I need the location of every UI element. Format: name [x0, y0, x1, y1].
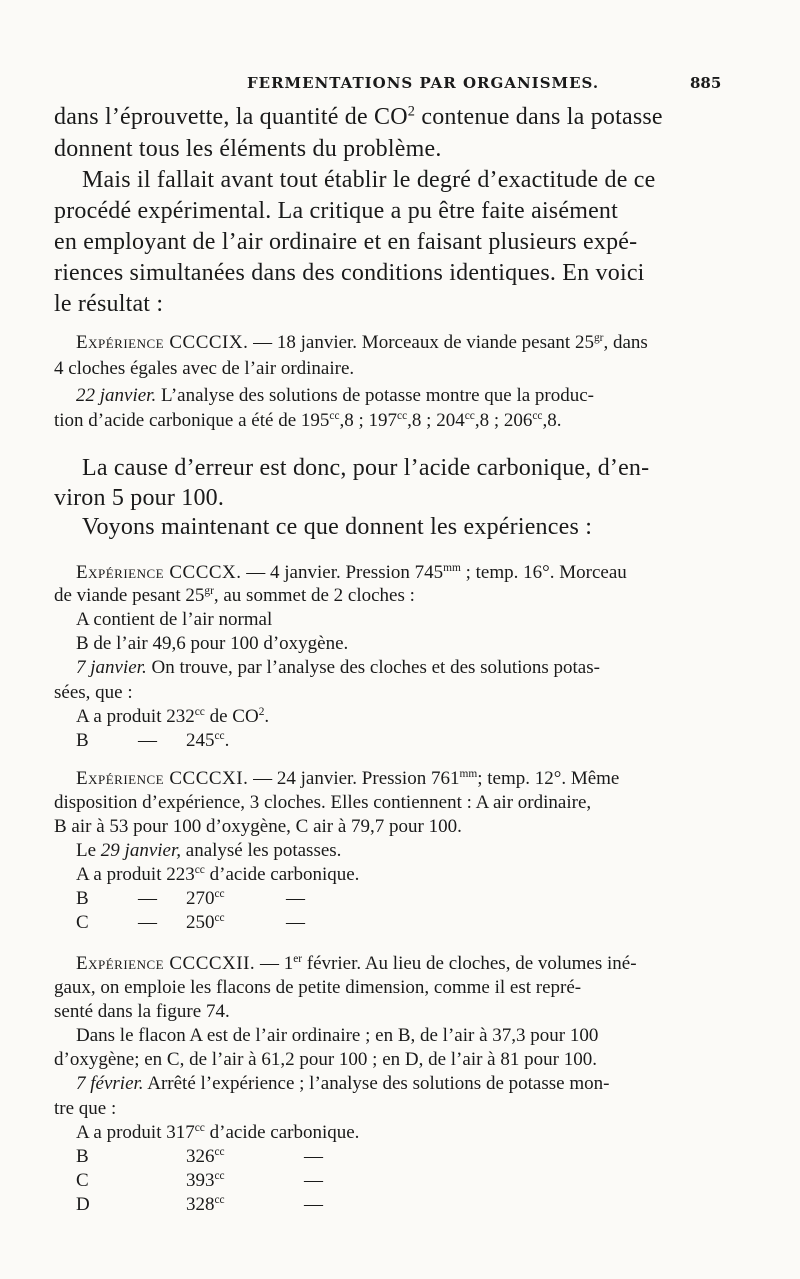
text-line: B air à 53 pour 100 d’oxygène, C air à 79,7 pour 100. [54, 816, 462, 837]
text-line: sées, que : [54, 682, 133, 703]
experiment-heading: Expérience CCCCXII. — 1er février. Au lieu de cloches, de volumes iné- [76, 953, 637, 974]
text-line: tre que : [54, 1098, 117, 1119]
running-title: FERMENTATIONS PAR ORGANISMES. [247, 74, 600, 92]
text-line: C — $250^{cc}$ — [76, 912, 305, 933]
text-line: Mais il fallait avant tout établir le degré d’exactitude de ce [82, 167, 656, 193]
text-line: C $393^{cc}$ — [76, 1170, 323, 1191]
text-line: 4 cloches égales avec de l’air ordinaire. [54, 358, 355, 379]
text-line: d’oxygène; en C, de l’air à 61,2 pour 100 ; en D, de l’air à 81 pour 100. [54, 1049, 597, 1070]
experiment-heading: Expérience CCCCXI. — 24 janvier. Pression $761^{mm}$; temp. 12°. Même [76, 768, 620, 789]
text-line: Le 29 janvier, analysé les potasses. [76, 840, 342, 861]
text-line: tion d’acide carbonique a été de $195^{cc},8$ ; $197^{cc},8$ ; $204^{cc},8$ ; $206^{cc},8$. [54, 410, 562, 431]
text-line: de viande pesant $25^{gr}$, au sommet de 2 cloches : [54, 585, 415, 606]
text-line: gaux, on emploie les flacons de petite dimension, comme il est repré- [54, 977, 582, 998]
experiment-heading: Expérience CCCCX. — 4 janvier. Pression $745^{mm}$ ; temp. 16°. Morceau [76, 562, 627, 583]
text-line: viron 5 pour 100. [54, 485, 225, 511]
text-line: 22 janvier. L’analyse des solutions de potasse montre que la produc- [76, 385, 594, 406]
text-line: Voyons maintenant ce que donnent les expériences : [82, 514, 593, 540]
text-line: B $326^{cc}$ — [76, 1146, 323, 1167]
text-line: A a produit $232^{cc}$ de $CO^2$. [76, 706, 270, 727]
running-header [0, 74, 800, 96]
text-line: 7 janvier. On trouve, par l’analyse des cloches et des solutions potas- [76, 657, 600, 678]
page-number: 885 [690, 74, 722, 92]
text-line: A a produit $223^{cc}$ d’acide carbonique. [76, 864, 360, 885]
experiment-heading: Expérience CCCCIX. — 18 janvier. Morceaux de viande pesant $25^{gr}$, dans [76, 332, 648, 353]
text-line: senté dans la figure 74. [54, 1001, 230, 1022]
text-line: procédé expérimental. La critique a pu être faite aisément [54, 198, 618, 224]
text-line: dans l’éprouvette, la quantité de $CO^2$ contenue dans la potasse [54, 103, 663, 130]
text-line: B de l’air 49,6 pour 100 d’oxygène. [76, 633, 349, 654]
text-line: A contient de l’air normal [76, 609, 273, 630]
text-line: donnent tous les éléments du problème. [54, 136, 442, 162]
text-line: disposition d’expérience, 3 cloches. Elles contiennent : A air ordinaire, [54, 792, 592, 813]
text-line: en employant de l’air ordinaire et en faisant plusieurs expé- [54, 229, 638, 255]
text-line: le résultat : [54, 291, 164, 317]
text-line: B — $245^{cc}$. [76, 730, 230, 751]
text-line: A a produit $317^{cc}$ d’acide carbonique. [76, 1122, 360, 1143]
text-line: Dans le flacon A est de l’air ordinaire ; en B, de l’air à 37,3 pour 100 [76, 1025, 599, 1046]
text-line: D $328^{cc}$ — [76, 1194, 323, 1215]
text-line: 7 février. Arrêté l’expérience ; l’analyse des solutions de potasse mon- [76, 1073, 610, 1094]
text-line: riences simultanées dans des conditions identiques. En voici [54, 260, 645, 286]
text-line: B — $270^{cc}$ — [76, 888, 305, 909]
text-line: La cause d’erreur est donc, pour l’acide carbonique, d’en- [82, 455, 650, 481]
